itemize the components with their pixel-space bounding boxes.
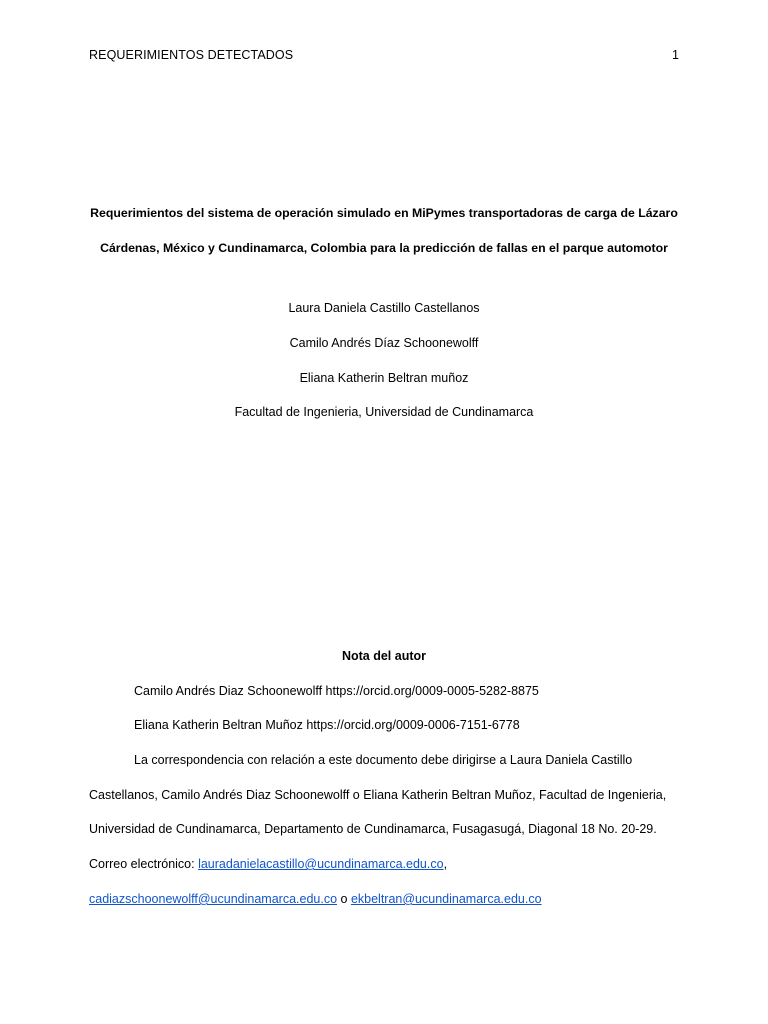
correspondence-line: La correspondencia con relación a este documento debe dirigirse a Laura Daniela Castillo — [134, 753, 633, 767]
email-line — [89, 892, 542, 906]
orcid-line: Eliana Katherin Beltran Muñoz https://orcid.org/0009-0006-7151-6778 — [134, 718, 520, 732]
author-note-heading: Nota del autor — [341, 649, 427, 663]
orcid-line: Camilo Andrés Diaz Schoonewolff https://orcid.org/0009-0005-5282-8875 — [134, 684, 539, 698]
email-line — [89, 857, 447, 871]
page-number: 1 — [672, 48, 679, 62]
author-name: Camilo Andrés Díaz Schoonewolff — [289, 336, 479, 350]
affiliation: Facultad de Ingenieria, Universidad de Cundinamarca — [234, 405, 534, 419]
email-link[interactable]: cadiazschoonewolff@ucundinamarca.edu.co — [89, 892, 338, 906]
correspondence-line: Universidad de Cundinamarca, Departamento de Cundinamarca, Fusagasugá, Diagonal 18 No. 20-29. — [89, 822, 657, 836]
email-link[interactable]: lauradanielacastillo@ucundinamarca.edu.co — [198, 857, 444, 871]
running-head: REQUERIMIENTOS DETECTADOS — [89, 48, 294, 62]
paper-title — [60, 196, 708, 266]
title-line-1: Requerimientos del sistema de operación simulado en MiPymes transportadoras de carga de Lázaro — [90, 206, 678, 220]
email-label: Correo electrónico: — [89, 857, 199, 871]
email-separator: , — [443, 857, 448, 871]
email-link[interactable]: ekbeltran@ucundinamarca.edu.co — [350, 892, 542, 906]
author-name: Laura Daniela Castillo Castellanos — [288, 301, 480, 315]
email-connector: o — [337, 892, 351, 906]
author-name: Eliana Katherin Beltran muñoz — [299, 371, 469, 385]
title-line-2: Cárdenas, México y Cundinamarca, Colombia para la predicción de fallas en el parque automotor — [100, 241, 668, 255]
correspondence-line: Castellanos, Camilo Andrés Diaz Schoonewolff o Eliana Katherin Beltran Muñoz, Facultad de Ingenieria, — [89, 788, 667, 802]
